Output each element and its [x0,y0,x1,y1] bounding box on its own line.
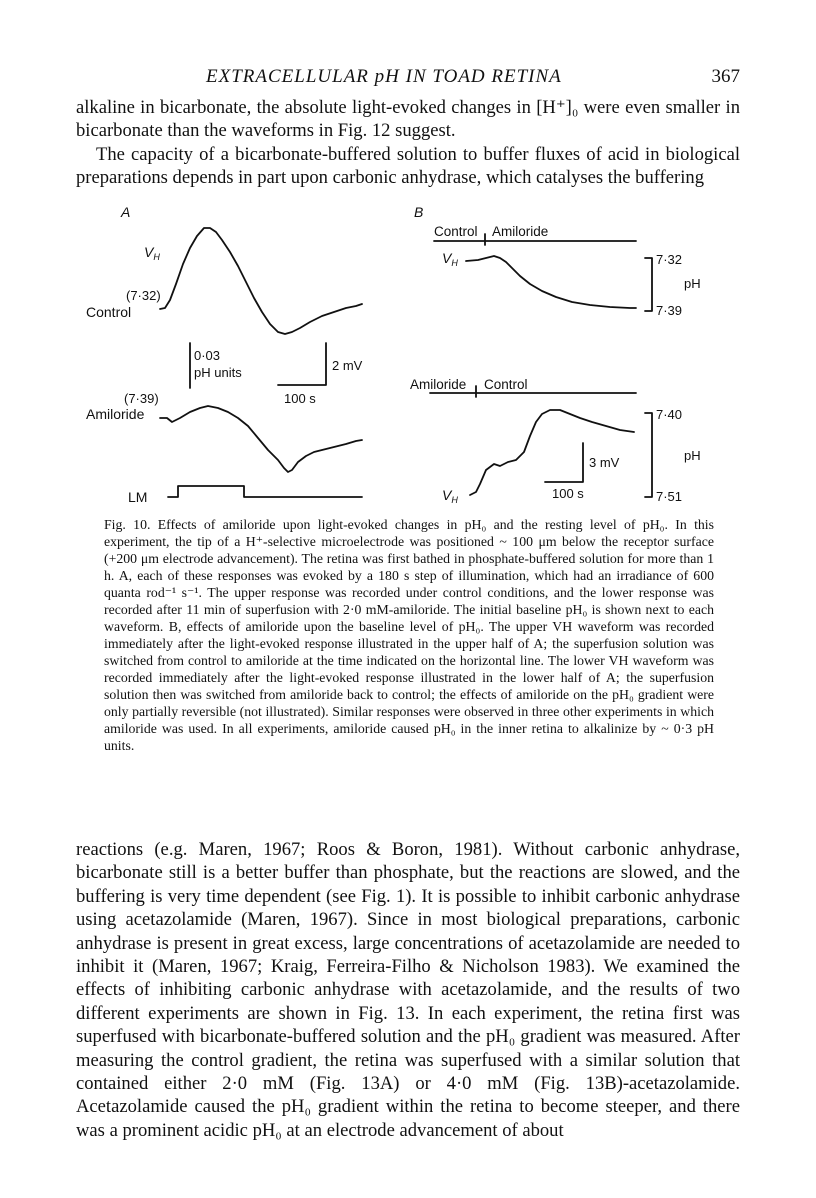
control-trace [160,228,362,334]
paragraph-2: The capacity of a bicarbonate-buffered solution to buffer fluxes of acid in biological preparations depends in part upon carbonic anhydrase, which catalyses the buffering [76,144,740,189]
scale-time-label: 100 s [284,391,316,406]
b-control-label: Control [434,224,478,239]
panel-b-letter: B [414,204,424,220]
light-monitor-trace [168,486,362,497]
panel-a-letter: A [121,204,131,220]
amiloride-trace [160,406,362,472]
paragraph-3: reactions (e.g. Maren, 1967; Roos & Boron, 1981). Without carbonic anhydrase, bicarbonate still is a better buffer than phosphate, but the reactions are slowed, and the buffering is very time dependent (see Fig. 1). It is possible to inhibit carbonic anhydrase using acetazolamide (Maren, 1967). Since in most biological preparations, carbonic anhydrase is present in great excess, large concentrations of acetazolamide are needed to inhibit it (Maren, 1967; Kraig, Ferreira-Filho & Nicholson 1983). We examined the effects of inhibiting carbonic anhydrase with acetazolamide, and the results of two different experiments are shown in Fig. 13. In each experiment, the retina first was superfused with bicarbonate-buffered solution and the pH₀ gradient was measured. After measuring the control gradient, the retina was superfused with a similar solution that contained either 2·0 mM (Fig. 13A) or 4·0 mM (Fig. 13B)-acetazolamide. Acetazolamide caused the pH₀ gradient within the retina to become steeper, and there was a prominent acidic pH₀ at an electrode advancement of about [76,839,740,1141]
b-bottom-vh-label: $V_H$ [442,487,458,505]
scale-mv-label: 2 mV [332,358,363,373]
b-top-ph-high: 7·32 [656,252,683,267]
bottom-ph-bracket [645,413,652,497]
control-label: Control [86,304,132,320]
a-vh-label: $V_H$ [144,244,160,262]
top-ph-bracket [645,258,652,311]
mv-scale-bar [278,343,326,385]
b-scale-mv-label: 3 mV [589,455,620,470]
top-vh-trace [466,256,636,308]
figure-caption: Fig. 10. Effects of amiloride upon light-evoked changes in pH₀ and the resting level of pH₀. In this experiment, the tip of a H⁺-selective microelectrode was positioned ~ 100 μm below the receptor surface (+200 μm electrode advancement). The retina was first bathed in phosphate-buffered solution for more than 1 h. A, each of these responses was evoked by a 180 s step of illumination, which had an irradiance of 600 quanta rod⁻¹ s⁻¹. The upper response was recorded under control conditions, and the lower response was recorded after 11 min of superfusion with 2·0 mM-amiloride. The initial baseline pH₀ is shown next to each waveform. B, effects of amiloride upon the baseline level of pH₀. The upper VH waveform was recorded immediately after the light-evoked response illustrated in the upper half of A; the superfusion solution was switched from control to amiloride at the time indicated on the horizontal line. The lower VH waveform was recorded immediately after the light-evoked response illustrated in the lower half of A; the superfusion solution then was switched from amiloride back to control; the effects of amiloride on the pH₀ gradient were only partially reversible (not illustrated). Similar responses were observed in three other experiments in which amiloride was used. In all experiments, amiloride caused pH₀ in the inner retina to alkalinize by ~ 0·3 pH units. [104,517,714,753]
b-mv-scale-bar [545,443,583,482]
scale-ph-value: 0·03 [194,348,221,363]
scale-ph-units: pH units [194,365,242,380]
b-top-ph-label: pH [684,276,701,291]
amiloride-label: Amiloride [86,406,145,422]
b-scale-time-label: 100 s [552,486,584,501]
paragraph-1: alkaline in bicarbonate, the absolute light-evoked changes in [H⁺]₀ were even smaller in bicarbonate than the waveforms in Fig. 12 suggest. [76,97,740,142]
b-amiloride-label: Amiloride [492,224,549,239]
b-bottom-ph-high: 7·40 [656,407,683,422]
b-bottom-ph-low: 7·51 [656,489,683,504]
b-amiloride-label-2: Amiloride [410,377,467,392]
b-control-label-2: Control [484,377,528,392]
b-bottom-ph-label: pH [684,448,701,463]
page-number: 367 [711,66,740,87]
control-baseline-value: (7·32) [126,288,161,303]
b-top-ph-low: 7·39 [656,303,683,318]
amiloride-baseline-value: (7·39) [124,391,159,406]
running-title: EXTRACELLULAR pH IN TOAD RETINA [206,66,562,87]
lm-label: LM [128,489,148,505]
b-top-vh-label: $V_H$ [442,250,458,268]
